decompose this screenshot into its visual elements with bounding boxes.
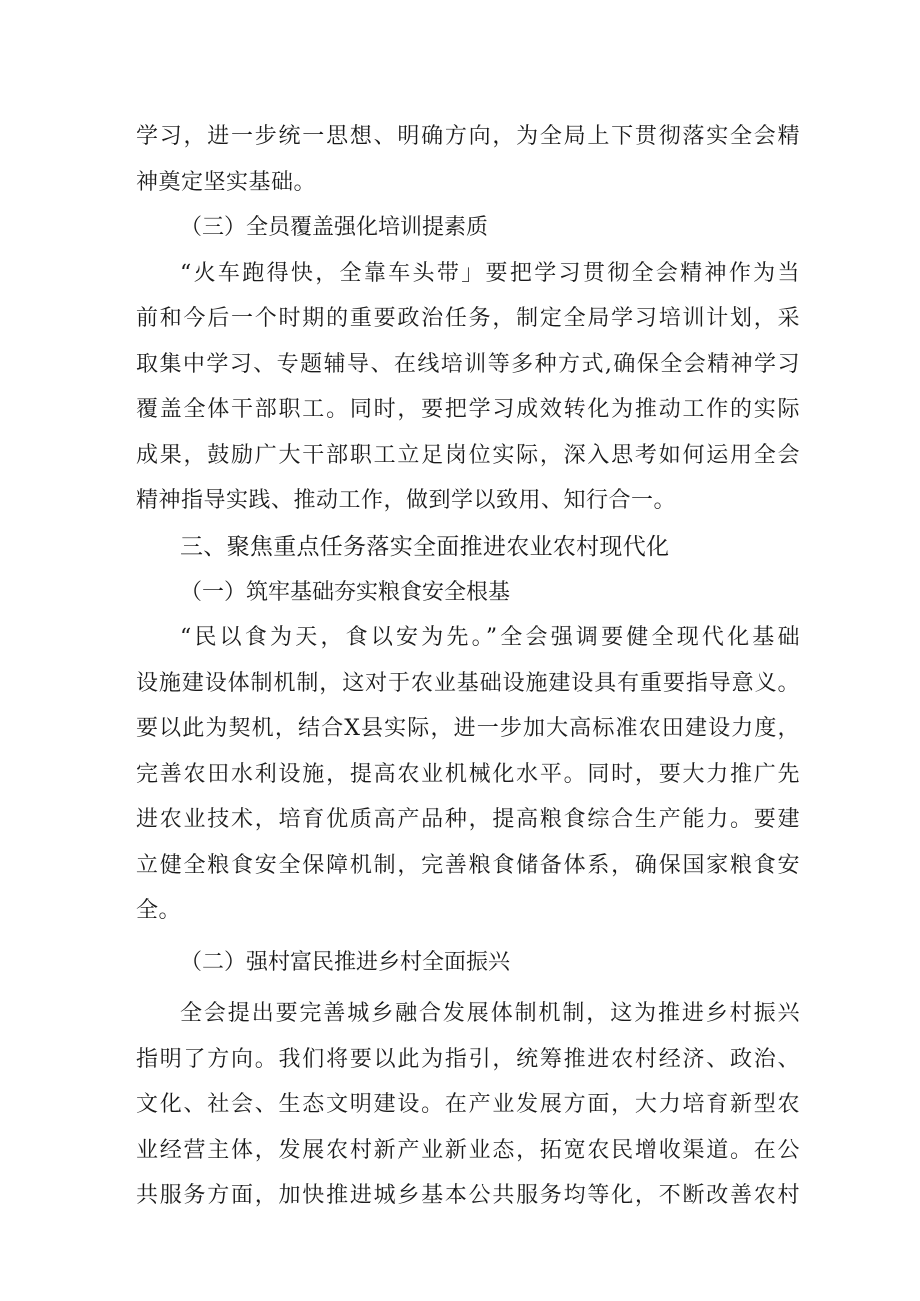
continuation-paragraph bbox=[136, 114, 800, 205]
body-line: 业经营主体，发展农村新产业新业态，拓宽农民增收渠道。在公 bbox=[136, 1137, 800, 1163]
subsection-heading-1: （一）筑牢基础夯实粮食安全根基 bbox=[180, 579, 511, 605]
body-line: 覆盖全体干部职工。同时，要把学习成效转化为推动工作的实际 bbox=[136, 397, 800, 422]
body-line: 文化、社会、生态文明建设。在产业发展方面，大力培育新型农 bbox=[136, 1092, 800, 1117]
body-line: 进农业技术，培育优质高产品种，提高粮食综合生产能力。要建 bbox=[136, 807, 800, 832]
paragraph-sub3 bbox=[136, 251, 800, 524]
body-line: 精神指导实践、推动工作，做到学以致用、知行合一。 bbox=[136, 488, 677, 513]
body-line: 学习，进一步统一思想、明确方向，为全局上下贯彻落实全会精 bbox=[136, 124, 800, 149]
body-line: 取集中学习、专题辅导、在线培训等多种方式,确保全会精神学习 bbox=[136, 351, 800, 377]
paragraph-sub1 bbox=[136, 615, 800, 934]
body-line: 全。 bbox=[136, 898, 182, 923]
body-line: 前和今后一个时期的重要政治任务，制定全局学习培训计划，采 bbox=[136, 306, 800, 331]
body-line: 指明了方向。我们将要以此为指引，统筹推进农村经济、政治、 bbox=[136, 1046, 800, 1072]
subsection-heading-3: （三）全员覆盖强化培训提素质 bbox=[180, 215, 489, 240]
body-line: “火车跑得快，全靠车头带」要把学习贯彻全会精神作为当 bbox=[180, 260, 800, 286]
section-heading-3: 三、聚焦重点任务落实全面推进农业农村现代化 bbox=[180, 533, 670, 560]
body-line: 神奠定坚实基础。 bbox=[136, 169, 317, 195]
subsection-heading-2: （二）强村富民推进乡村全面振兴 bbox=[180, 949, 511, 975]
body-line: “民以食为天，食以安为先。”全会强调要健全现代化基础 bbox=[180, 625, 800, 650]
body-line: 完善农田水利设施，提高农业机械化水平。同时，要大力推广先 bbox=[136, 761, 800, 787]
body-line: 立健全粮食安全保障机制，完善粮食储备体系，确保国家粮食安 bbox=[136, 852, 800, 878]
body-line: 共服务方面，加快推进城乡基本公共服务均等化，不断改善农村 bbox=[136, 1183, 800, 1208]
paragraph-sub2 bbox=[136, 991, 800, 1219]
body-line: 设施建设体制机制，这对于农业基础设施建设具有重要指导意义。 bbox=[136, 670, 800, 696]
body-line: 要以此为契机，结合X县实际，进一步加大高标准农田建设力度， bbox=[136, 716, 800, 741]
document-body bbox=[136, 114, 800, 1219]
body-line: 全会提出要完善城乡融合发展体制机制，这为推进乡村振兴 bbox=[180, 1001, 800, 1026]
body-line: 成果，鼓励广大干部职工立足岗位实际，深入思考如何运用全会 bbox=[136, 442, 800, 468]
